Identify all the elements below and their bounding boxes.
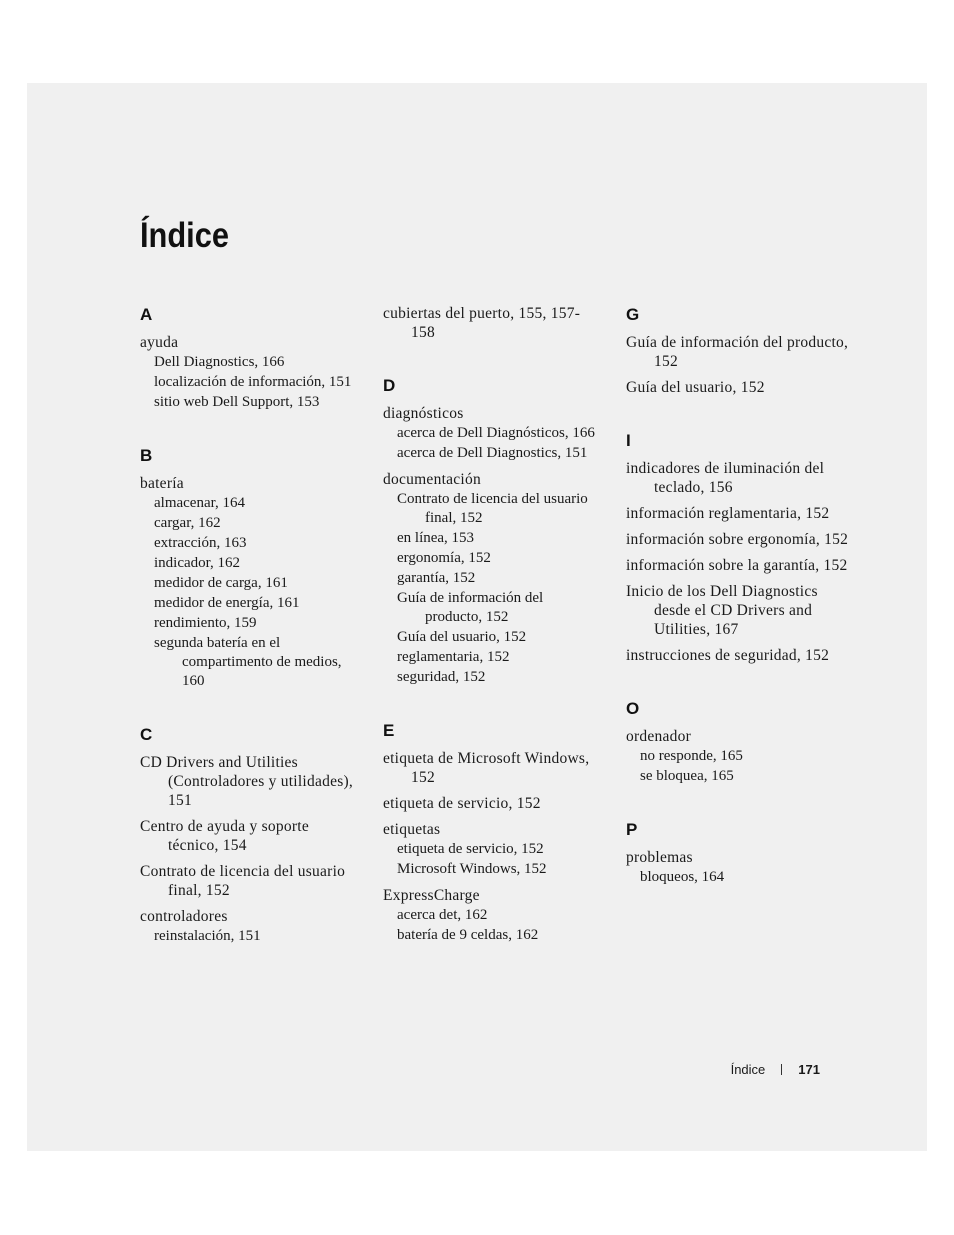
index-section [626,820,851,887]
section-letter: G [626,305,640,324]
index-subentry: Contrato de licencia del usuario final, 152 [397,491,588,526]
index-subentry: cargar, 162 [154,515,221,531]
index-section [383,304,603,342]
index-term: CD Drivers and Utilities (Controladores y utilidades), 151 [140,754,354,809]
index-term: etiqueta de Microsoft Windows, 152 [383,750,590,786]
index-subentry: se bloquea, 165 [640,768,734,784]
index-subentry: medidor de energía, 161 [154,595,300,611]
index-subentry: Guía del usuario, 152 [397,629,527,645]
index-column-2 [383,304,603,952]
index-subentry: no responde, 165 [640,748,743,764]
index-subentry: Microsoft Windows, 152 [397,861,547,877]
index-section [626,699,851,786]
index-column-1 [140,305,360,953]
index-entry [626,378,851,397]
index-subentry: segunda batería en el compartimento de medios, 160 [154,635,342,689]
section-letter: O [626,699,640,718]
index-term: indicadores de iluminación del teclado, 156 [626,460,825,496]
index-term: problemas [626,849,693,866]
index-term: Guía de información del producto, 152 [626,334,849,370]
index-entry [140,333,360,412]
index-entry [626,333,851,371]
index-subentry: rendimiento, 159 [154,615,257,631]
page-number: 171 [798,1062,820,1077]
index-entry [383,886,603,945]
section-letter: P [626,820,638,839]
index-subentry: acerca de Dell Diagnostics, 151 [397,445,588,461]
section-letter: D [383,376,396,395]
index-term: batería [140,475,184,492]
index-subentry: sitio web Dell Support, 153 [154,394,320,410]
index-term: Centro de ayuda y soporte técnico, 154 [140,818,309,854]
index-entry [626,646,851,665]
index-term: Inicio de los Dell Diagnostics desde el CD Drivers and Utilities, 167 [626,583,818,638]
index-term: ayuda [140,334,179,351]
index-term: etiquetas [383,821,441,838]
index-subentry: bloqueos, 164 [640,869,725,885]
index-term: cubiertas del puerto, 155, 157-158 [383,305,581,341]
index-entry [626,530,851,549]
index-column-3 [626,305,851,894]
index-subentry: seguridad, 152 [397,669,486,685]
footer-divider [781,1064,782,1075]
index-section [383,376,603,687]
page-title: Índice [140,216,230,255]
index-section [140,446,360,691]
index-entry [626,727,851,786]
index-section [626,305,851,397]
index-term: documentación [383,471,481,488]
index-term: Contrato de licencia del usuario final, 152 [140,863,346,899]
section-letter: A [140,305,153,324]
index-entry [626,848,851,887]
index-subentry: localización de información, 151 [154,374,352,390]
index-section [383,721,603,945]
section-letter: I [626,431,631,450]
index-entry [383,404,603,463]
section-letter: E [383,721,395,740]
index-term: controladores [140,908,228,925]
footer-section-label: Índice [730,1062,766,1077]
index-entry [383,749,603,787]
index-entry [383,304,603,342]
index-term: Guía del usuario, 152 [626,379,765,396]
index-subentry: garantía, 152 [397,570,476,586]
index-term: etiqueta de servicio, 152 [383,795,541,812]
index-entry [626,582,851,639]
index-entry [383,820,603,879]
index-subentry: reglamentaria, 152 [397,649,510,665]
index-term: información sobre ergonomía, 152 [626,531,849,548]
index-entry [383,470,603,687]
index-entry [626,556,851,575]
index-subentry: indicador, 162 [154,555,241,571]
index-subentry: extracción, 163 [154,535,247,551]
index-term: ExpressCharge [383,887,480,904]
index-term: instrucciones de seguridad, 152 [626,647,830,664]
index-subentry: etiqueta de servicio, 152 [397,841,544,857]
index-entry [140,862,360,900]
index-subentry: acerca det, 162 [397,907,488,923]
index-entry [140,753,360,810]
index-entry [626,504,851,523]
index-term: diagnósticos [383,405,464,422]
index-subentry: acerca de Dell Diagnósticos, 166 [397,425,595,441]
index-subentry: reinstalación, 151 [154,928,261,944]
page-footer [700,1061,820,1079]
section-letter: C [140,725,153,744]
index-term: información reglamentaria, 152 [626,505,830,522]
index-subentry: batería de 9 celdas, 162 [397,927,539,943]
index-subentry: almacenar, 164 [154,495,246,511]
index-term: información sobre la garantía, 152 [626,557,848,574]
index-entry [140,474,360,691]
index-entry [383,794,603,813]
index-entry [140,907,360,946]
index-section [140,725,360,946]
index-subentry: ergonomía, 152 [397,550,491,566]
index-section [626,431,851,665]
index-subentry: Dell Diagnostics, 166 [154,354,285,370]
index-subentry: Guía de información del producto, 152 [397,590,544,625]
index-entry [140,817,360,855]
index-term: ordenador [626,728,692,745]
section-letter: B [140,446,153,465]
index-entry [626,459,851,497]
index-section [140,305,360,412]
index-subentry: en línea, 153 [397,530,475,546]
index-subentry: medidor de carga, 161 [154,575,288,591]
